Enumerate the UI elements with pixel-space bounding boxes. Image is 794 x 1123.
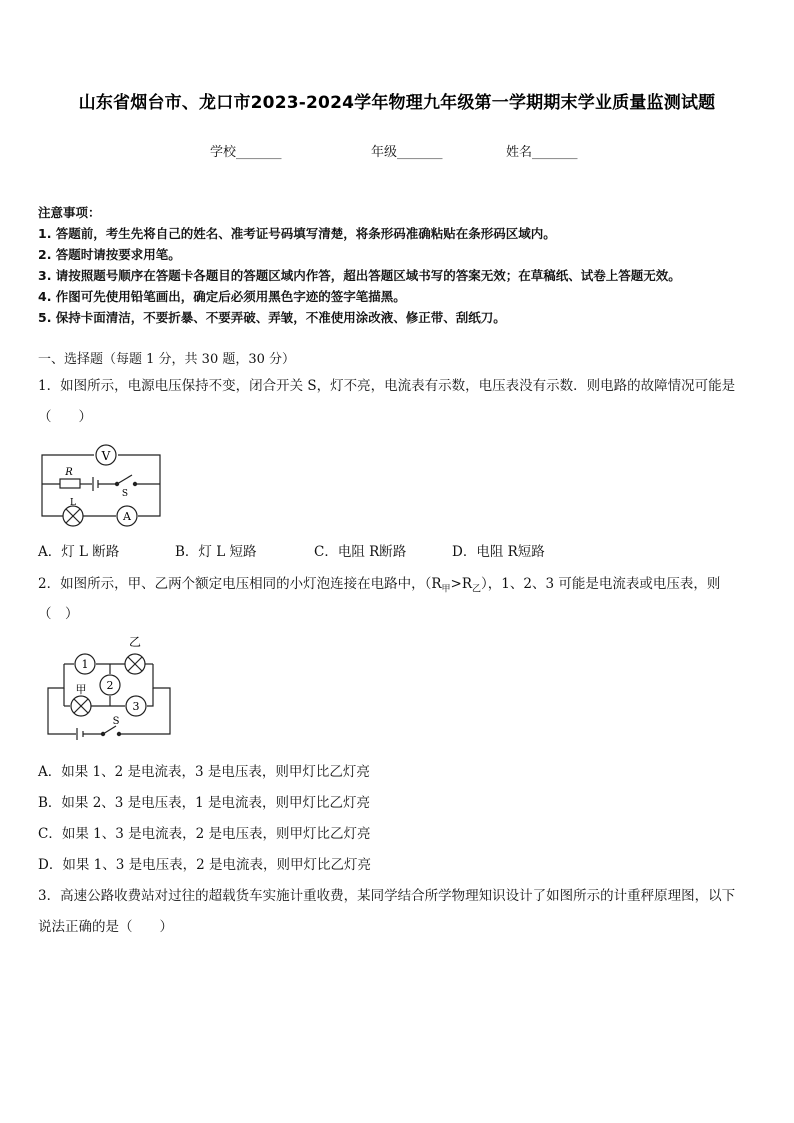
note-item: 2. 答题时请按要求用笔。 bbox=[38, 247, 181, 262]
option-b[interactable]: B．如果 2、3 是电压表，1 是电流表，则甲灯比乙灯亮 bbox=[38, 795, 371, 811]
option-d[interactable]: D．如果 1、3 是电压表，2 是电流表，则甲灯比乙灯亮 bbox=[38, 857, 371, 873]
subscript-jia: 甲 bbox=[441, 584, 451, 595]
name-field: 姓名_______ bbox=[506, 145, 578, 160]
question-3-blank: 说法正确的是（ ） bbox=[38, 919, 173, 935]
lamp-yi-label: 乙 bbox=[128, 635, 142, 649]
note-item: 4. 作图可先使用铅笔画出，确定后必须用黑色字迹的签字笔描黑。 bbox=[38, 289, 406, 304]
exam-title: 山东省烟台市、龙口市2023-2024学年物理九年级第一学期期末学业质量监测试题 bbox=[78, 93, 716, 113]
question-2-text-start: 2．如图所示，甲、乙两个额定电压相同的小灯泡连接在电路中，（R bbox=[38, 576, 442, 592]
circuit-diagram-1 bbox=[36, 440, 171, 530]
option-a[interactable]: A．灯 L 断路 bbox=[38, 544, 120, 560]
question-1-blank: （ ） bbox=[38, 409, 92, 425]
option-d[interactable]: D．电阻 R短路 bbox=[452, 544, 545, 560]
option-c[interactable]: C．电阻 R断路 bbox=[314, 544, 407, 560]
voltmeter-label: V bbox=[101, 449, 111, 463]
lamp-label: L bbox=[70, 498, 76, 508]
lamp-jia-label: 甲 bbox=[75, 683, 87, 696]
greater-than: >R bbox=[450, 576, 473, 592]
note-item: 3. 请按照题号顺序在答题卡各题目的答题区域内作答，超出答题区域书写的答案无效；在草稿纸、试卷上答题无效。 bbox=[38, 268, 681, 283]
grade-field: 年级_______ bbox=[371, 145, 443, 160]
note-item: 1. 答题前，考生先将自己的姓名、准考证号码填写清楚，将条形码准确粘贴在条形码区域内。 bbox=[38, 226, 556, 241]
question-3-text: 3．高速公路收费站对过往的超载货车实施计重收费，某同学结合所学物理知识设计了如图所示的计重秤原理图，以下 bbox=[38, 888, 736, 904]
option-c[interactable]: C．如果 1、3 是电流表，2 是电压表，则甲灯比乙灯亮 bbox=[38, 826, 371, 842]
switch-label: S bbox=[112, 716, 120, 727]
question-2-blank: （ ） bbox=[38, 606, 79, 622]
circuit-diagram-2 bbox=[40, 630, 180, 745]
question-2-text bbox=[38, 572, 720, 595]
question-1-options bbox=[38, 540, 758, 560]
option-b[interactable]: B．灯 L 短路 bbox=[175, 544, 257, 560]
ammeter-label: A bbox=[123, 510, 131, 523]
student-info-row bbox=[0, 141, 794, 161]
question-2-text-end: ），1、2、3 可能是电流表或电压表，则 bbox=[481, 576, 721, 592]
meter-3-label: 3 bbox=[132, 700, 140, 713]
notes-title: 注意事项： bbox=[38, 205, 101, 220]
option-a[interactable]: A．如果 1、2 是电流表，3 是电压表，则甲灯比乙灯亮 bbox=[38, 764, 370, 780]
resistor-label: R bbox=[65, 467, 73, 478]
question-1-text: 1．如图所示，电源电压保持不变，闭合开关 S，灯不亮，电流表有示数，电压表没有示数．则电路的故障情况可能是 bbox=[38, 378, 736, 394]
note-item: 5. 保持卡面清洁，不要折暴、不要弄破、弄皱，不准使用涂改液、修正带、刮纸刀。 bbox=[38, 310, 506, 325]
subscript-yi: 乙 bbox=[472, 584, 482, 595]
meter-2-label: 2 bbox=[106, 679, 114, 692]
switch-label: S bbox=[121, 489, 129, 499]
section-heading: 一、选择题（每题 1 分，共 30 题，30 分） bbox=[38, 352, 296, 367]
school-field: 学校_______ bbox=[210, 145, 282, 160]
meter-1-label: 1 bbox=[81, 658, 89, 671]
